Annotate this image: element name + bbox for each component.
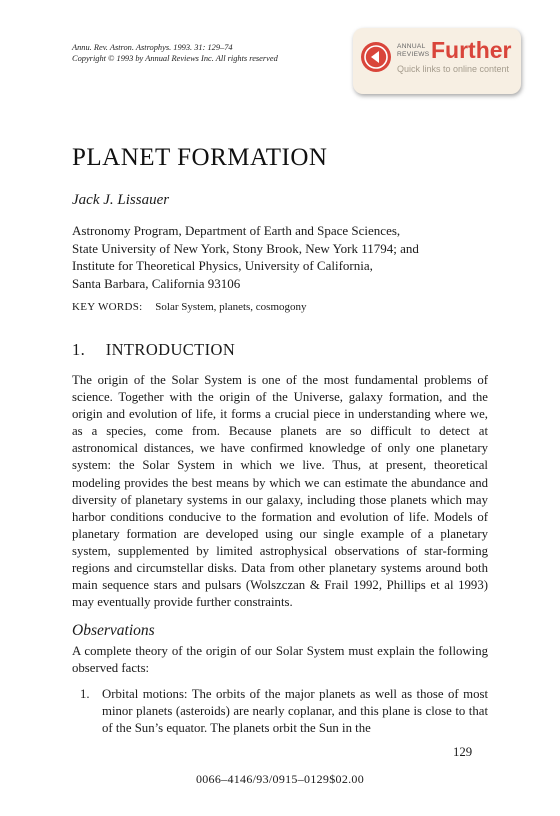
badge-subtitle: Quick links to online content <box>397 64 510 74</box>
keywords <box>72 301 307 313</box>
affiliation-line: Institute for Theoretical Physics, University of California, <box>72 258 373 273</box>
keywords-label: KEY WORDS: <box>72 301 143 313</box>
intro-paragraph: The origin of the Solar System is one of the most fundamental problems of science. Together with the origin of the Universe, galaxy formation, and the origin and evolution of life, it forms a crucial piece in understanding where we, as a species, come from. Because planets are so difficult to detect at astronomical distances, we have confirmed knowledge of only one planetary system: the Solar System in which we live. Thus, at present, theoretical modeling provides the best means by which we can estimate the abundance and diversity of planetary systems in our galaxy, including those planets which may harbor conditions conducive to the formation and evolution of life. Models of planetary formation are developed using our single example of a planetary system, supplemented by limited astrophysical observations of star-forming regions and circumstellar disks. Data from other planetary systems around both main sequence stars and pulsars (Wolszczan & Frail 1992, Phillips et al 1993) may eventually provide further constraints. <box>72 373 488 610</box>
play-arrow-icon <box>361 42 391 72</box>
affiliation-line: Astronomy Program, Department of Earth and Space Sciences, <box>72 223 401 238</box>
badge-further-text: Further <box>431 37 512 63</box>
subsection-title: Observations <box>72 622 155 639</box>
article-title: PLANET FORMATION <box>72 144 328 171</box>
section-number: 1. <box>72 340 86 359</box>
journal-citation <box>72 42 278 64</box>
affiliation-line: State University of New York, Stony Brook, New York 11794; and <box>72 240 419 256</box>
badge-reviews-text: REVIEWS <box>397 50 430 58</box>
keywords-list: Solar System, planets, cosmogony <box>155 301 307 313</box>
annual-reviews-label <box>397 43 430 58</box>
observations-list <box>80 686 488 737</box>
badge-annual-text: ANNUAL <box>397 43 426 50</box>
page-number: 129 <box>453 745 473 759</box>
annual-reviews-further-badge[interactable] <box>353 28 521 94</box>
observations-paragraph: A complete theory of the origin of our Solar System must explain the following observed facts: <box>72 644 488 676</box>
section-title: INTRODUCTION <box>105 340 236 359</box>
list-item-number: 1. <box>80 687 90 701</box>
author-affiliation <box>72 222 419 292</box>
article-code: 0066–4146/93/0915–0129$02.00 <box>195 772 365 786</box>
author-name: Jack J. Lissauer <box>72 192 170 208</box>
citation-line-1: Annu. Rev. Astron. Astrophys. 1993. 31: 129–74 <box>72 43 233 52</box>
list-item-text: Orbital motions: The orbits of the major planets as well as those of most minor planets (asteroids) are nearly coplanar, and this plane is close to that of the Sun’s equator. The planets orbit the Sun in the <box>102 687 488 736</box>
affiliation-line: Santa Barbara, California 93106 <box>72 275 241 291</box>
list-item <box>80 686 488 737</box>
citation-line-2: Copyright © 1993 by Annual Reviews Inc. All rights reserved <box>72 54 278 63</box>
section-heading <box>72 340 235 360</box>
